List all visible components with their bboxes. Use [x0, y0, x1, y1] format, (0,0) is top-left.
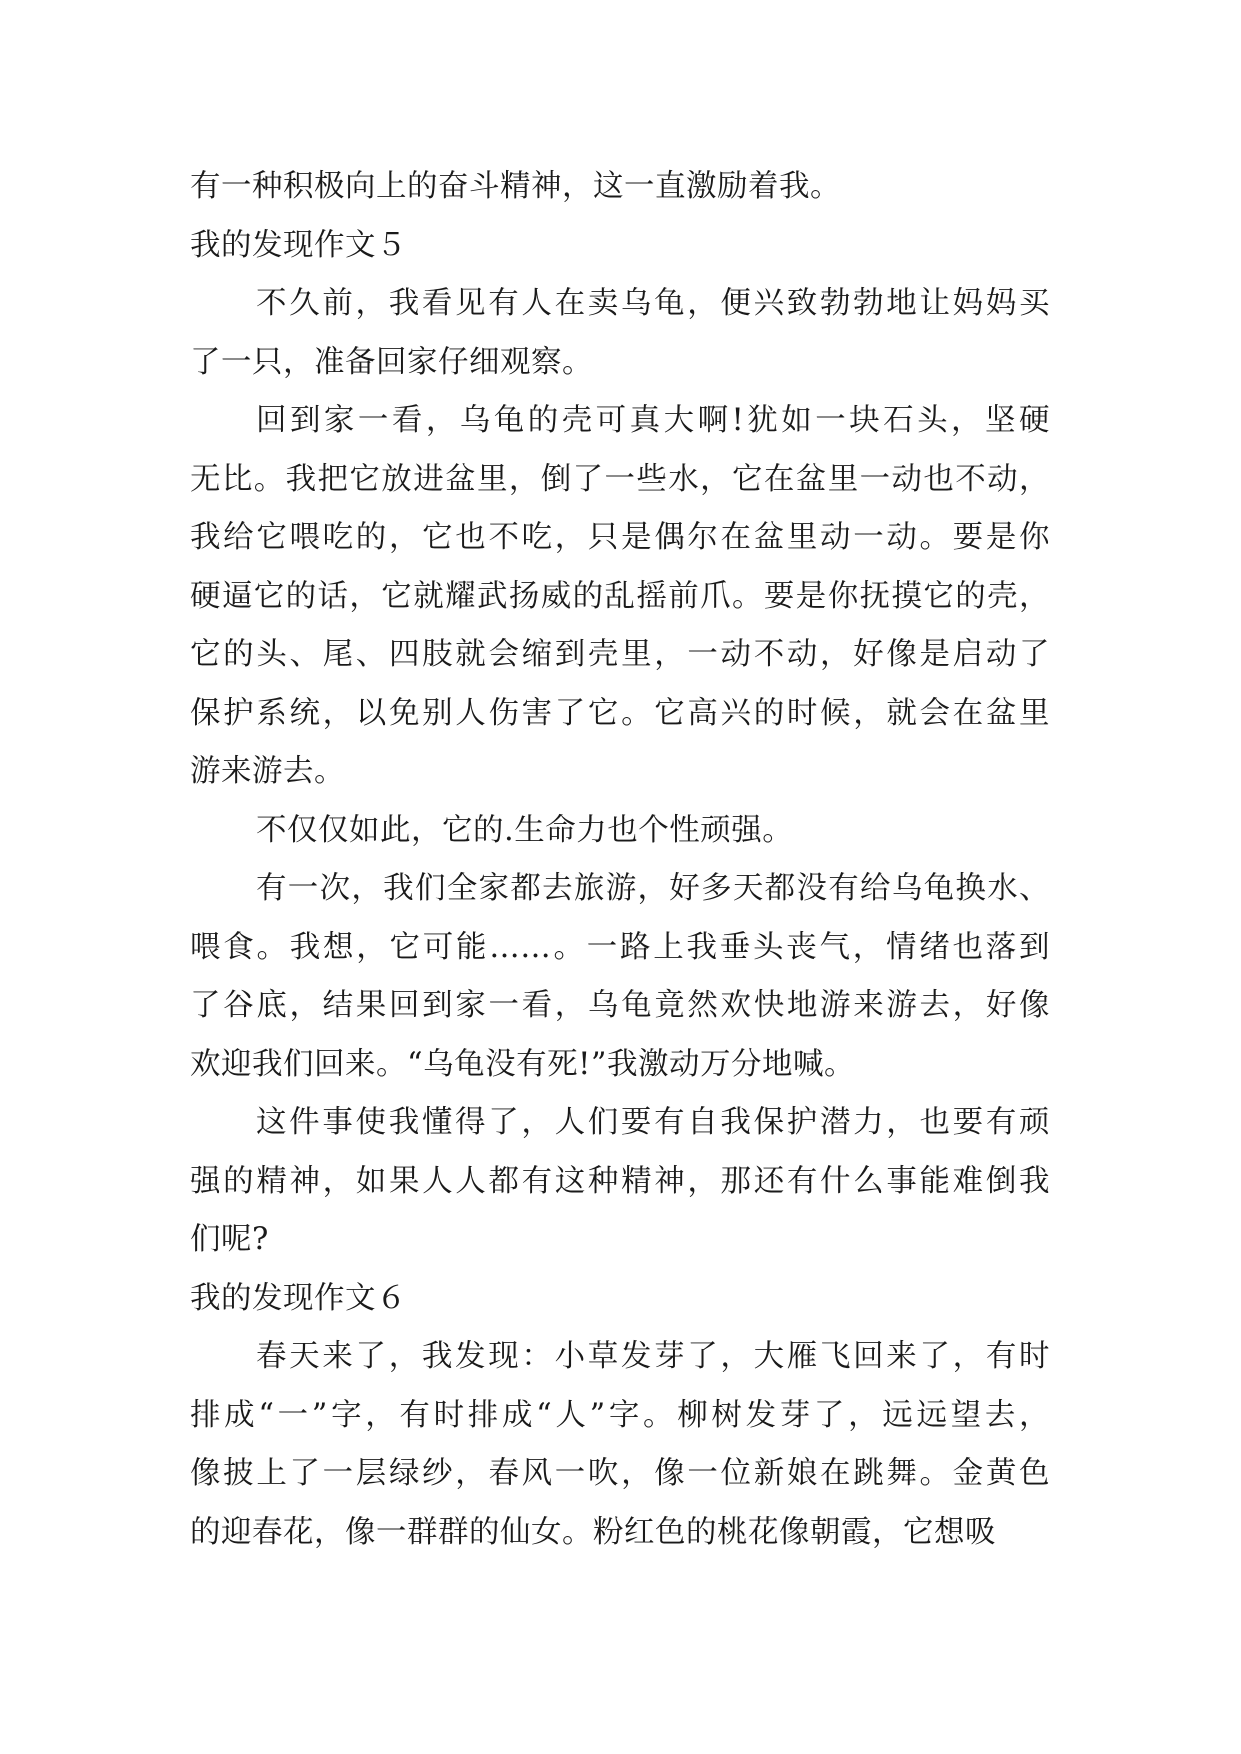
text-line: 我给它喂吃的，它也不吃，只是偶尔在盆里动一动。要是你: [190, 520, 1050, 555]
text-line: 回到家一看，乌龟的壳可真大啊!犹如一块石头，坚硬: [256, 403, 1050, 438]
document-body: [190, 158, 1050, 1562]
text-line: 不仅仅如此，它的.生命力也个性顽强。: [256, 812, 794, 848]
text-line: 有一种积极向上的奋斗精神，这一直激励着我。: [190, 169, 841, 204]
text-line: 它的头、尾、四肢就会缩到壳里，一动不动，好像是启动了: [190, 637, 1050, 672]
paragraph: [190, 1328, 1050, 1562]
text-line: 硬逼它的话，它就耀武扬威的乱摇前爪。要是你抚摸它的壳，: [190, 578, 1050, 614]
text-line: 了一只，准备回家仔细观察。: [190, 344, 593, 380]
document-page: [190, 158, 1050, 1562]
text-line: 喂食。我想，它可能……。一路上我垂头丧气，情绪也落到: [190, 929, 1050, 965]
text-line: 无比。我把它放进盆里，倒了一些水，它在盆里一动也不动，: [190, 461, 1050, 497]
paragraph: [190, 1094, 1050, 1270]
paragraph: [190, 158, 1050, 217]
paragraph: [190, 275, 1050, 392]
text-line: 有一次，我们全家都去旅游，好多天都没有给乌龟换水、: [256, 871, 1050, 906]
text-line: 这件事使我懂得了，人们要有自我保护潜力，也要有顽: [256, 1105, 1050, 1140]
text-line: 保护系统，以免别人伤害了它。它高兴的时候，就会在盆里: [190, 695, 1050, 731]
text-line: 像披上了一层绿纱，春风一吹，像一位新娘在跳舞。金黄色: [190, 1456, 1050, 1491]
text-line: 不久前，我看见有人在卖乌龟，便兴致勃勃地让妈妈买: [256, 286, 1050, 321]
section-heading: 我的发现作文５: [190, 227, 407, 263]
text-line: 游来游去。: [190, 754, 345, 789]
text-line: 了谷底，结果回到家一看，乌龟竟然欢快地游来游去，好像: [190, 988, 1050, 1023]
paragraph: [190, 860, 1050, 1094]
text-line: 排成“一”字，有时排成“人”字。柳树发芽了，远远望去，: [190, 1397, 1050, 1433]
section-heading: 我的发现作文６: [190, 1280, 407, 1316]
text-line: 欢迎我们回来。“乌龟没有死!”我激动万分地喊。: [190, 1046, 855, 1082]
text-line: 们呢?: [190, 1222, 269, 1257]
text-line: 的迎春花，像一群群的仙女。粉红色的桃花像朝霞，它想吸: [190, 1514, 996, 1550]
paragraph: [190, 392, 1050, 802]
paragraph: [190, 802, 1050, 861]
text-line: 强的精神，如果人人都有这种精神，那还有什么事能难倒我: [190, 1163, 1050, 1199]
text-line: 春天来了，我发现：小草发芽了，大雁飞回来了，有时: [256, 1339, 1050, 1374]
